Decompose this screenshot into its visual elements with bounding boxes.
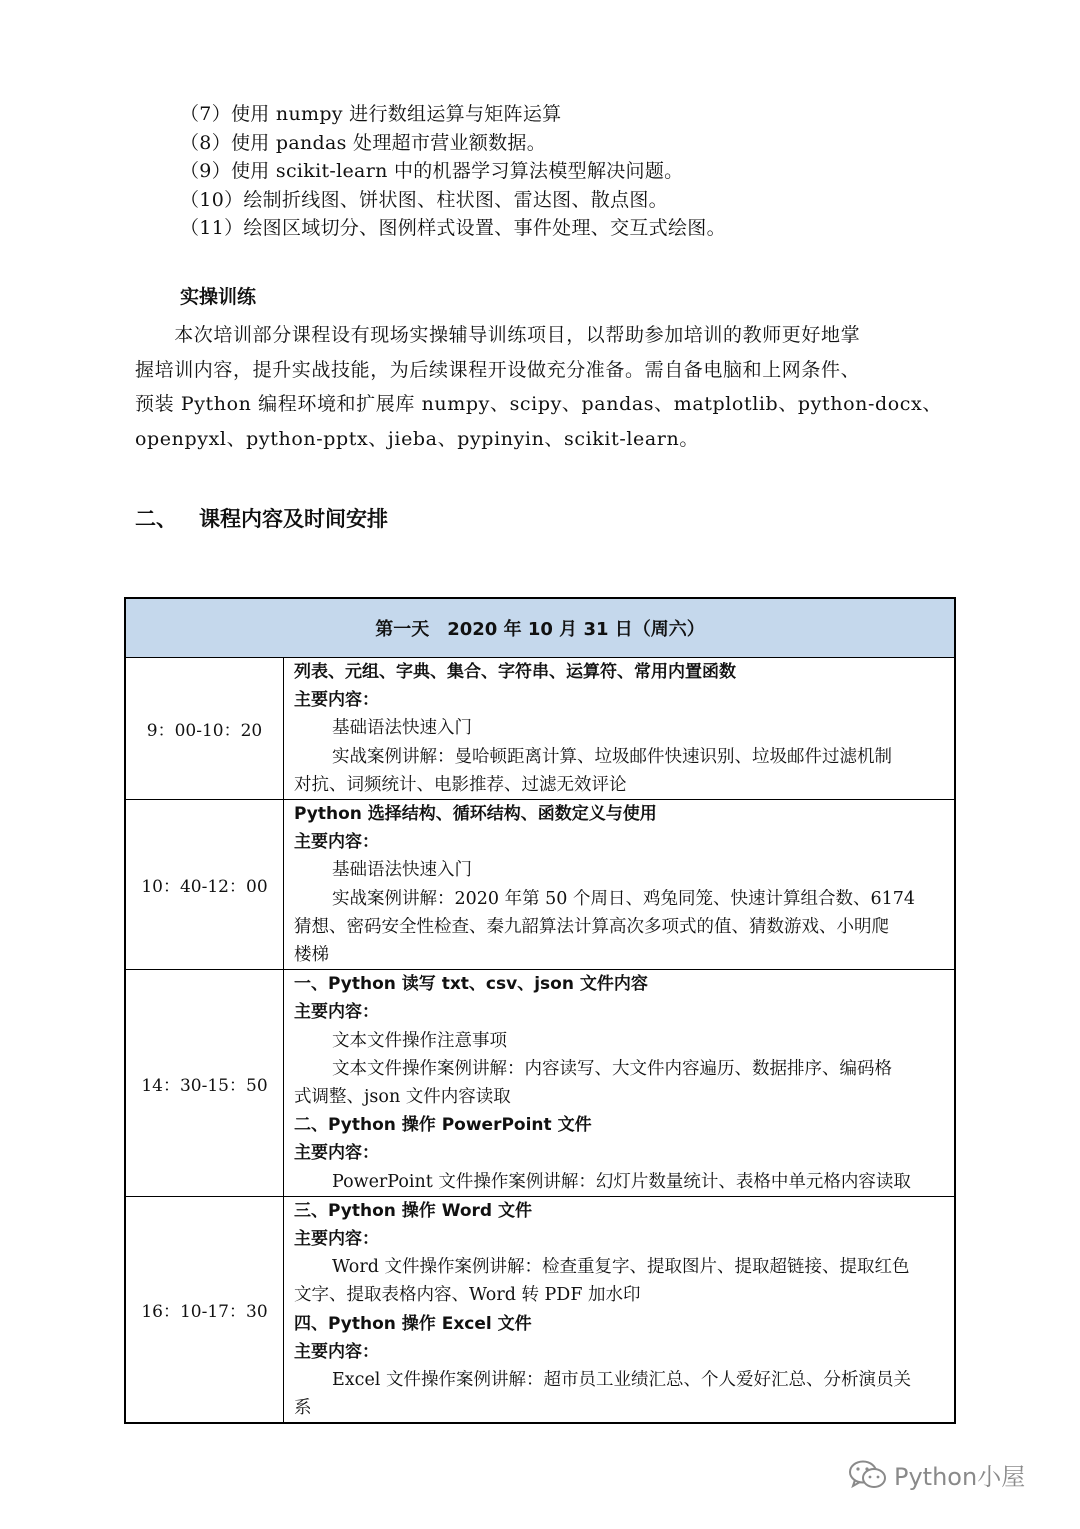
session-line: 实战案例讲解：曼哈顿距离计算、垃圾邮件快速识别、垃圾邮件过滤机制: [332, 746, 892, 767]
time-slot: 10：40-12：00: [125, 800, 284, 970]
session-line: 实战案例讲解：2020 年第 50 个周日、鸡兔同笼、快速计算组合数、6174: [332, 888, 916, 909]
schedule-row: [125, 1196, 955, 1423]
session-line: 对抗、词频统计、电影推荐、过滤无效评论: [294, 774, 627, 795]
session-heading: 主要内容：: [294, 1002, 379, 1023]
section-title: 课程内容及时间安排: [199, 507, 388, 531]
session-line: 楼梯: [294, 945, 329, 966]
schedule-row: [125, 658, 955, 800]
section-heading: [135, 503, 388, 533]
session-heading: 四、Python 操作 Excel 文件: [294, 1313, 532, 1334]
time-slot: 9：00-10：20: [125, 658, 284, 800]
session-heading: 一、Python 读写 txt、csv、json 文件内容: [294, 974, 648, 995]
session-line: 猜想、密码安全性检查、秦九韶算法计算高次多项式的值、猜数游戏、小明爬: [294, 916, 889, 937]
session-heading: 主要内容：: [294, 1341, 379, 1362]
session-line: Word 文件操作案例讲解：检查重复字、提取图片、提取超链接、提取红色: [332, 1257, 910, 1278]
session-line: 式调整、json 文件内容读取: [294, 1087, 511, 1108]
session-heading: Python 选择结构、循环结构、函数定义与使用: [294, 804, 657, 825]
course-item-list: [180, 100, 980, 243]
session-line: 基础语法快速入门: [332, 718, 472, 739]
course-item: （8）使用 pandas 处理超市营业额数据。: [180, 131, 547, 154]
schedule-row: [125, 970, 955, 1197]
session-line: PowerPoint 文件操作案例讲解：幻灯片数量统计、表格中单元格内容读取: [332, 1171, 911, 1192]
session-heading: 二、Python 操作 PowerPoint 文件: [294, 1115, 592, 1136]
session-line: 文本文件操作案例讲解：内容读写、大文件内容遍历、数据排序、编码格: [332, 1058, 892, 1079]
course-item: （9）使用 scikit-learn 中的机器学习算法模型解决问题。: [180, 160, 684, 182]
schedule-table: [124, 597, 956, 1424]
session-line: 基础语法快速入门: [332, 860, 472, 881]
session-line: 文本文件操作注意事项: [332, 1030, 507, 1051]
practice-paragraph: [135, 318, 950, 456]
course-item: （10）绘制折线图、饼状图、柱状图、雷达图、散点图。: [180, 188, 668, 211]
session-content: [284, 1196, 956, 1423]
course-item: （11）绘图区域切分、图例样式设置、事件处理、交互式绘图。: [180, 217, 726, 239]
session-heading: 主要内容：: [294, 690, 379, 711]
session-line: 文字、提取表格内容、Word 转 PDF 加水印: [294, 1285, 641, 1306]
paragraph-line: openpyxl、python-pptx、jieba、pypinyin、scikit-learn。: [135, 427, 699, 450]
session-line: Excel 文件操作案例讲解：超市员工业绩汇总、个人爱好汇总、分析演员关: [332, 1370, 911, 1391]
wechat-icon: [848, 1459, 888, 1491]
time-slot: 14：30-15：50: [125, 970, 284, 1197]
session-heading: 主要内容：: [294, 1143, 379, 1164]
course-item: （7）使用 numpy 进行数组运算与矩阵运算: [180, 103, 562, 125]
paragraph-line: 握培训内容，提升实战技能，为后续课程开设做充分准备。需自备电脑和上网条件、: [135, 358, 861, 381]
schedule-row: [125, 800, 955, 970]
time-slot: 16：10-17：30: [125, 1196, 284, 1423]
session-content: [284, 658, 956, 800]
session-heading: 主要内容：: [294, 832, 379, 853]
practice-title: 实操训练: [180, 286, 257, 308]
session-content: [284, 800, 956, 970]
section-number: 二、: [135, 507, 177, 531]
session-heading: 三、Python 操作 Word 文件: [294, 1200, 532, 1221]
session-heading: 列表、元组、字典、集合、字符串、运算符、常用内置函数: [294, 662, 736, 682]
watermark-text: Python小屋: [894, 1463, 1026, 1491]
session-content: [284, 970, 956, 1197]
day-header: 第一天 2020 年 10 月 31 日（周六）: [125, 598, 955, 658]
paragraph-line: 本次培训部分课程设有现场实操辅导训练项目，以帮助参加培训的教师更好地掌: [135, 324, 861, 346]
paragraph-line: 预装 Python 编程环境和扩展库 numpy、scipy、pandas、matplotlib、python-docx、: [135, 393, 942, 415]
session-heading: 主要内容：: [294, 1229, 379, 1250]
watermark: [848, 1457, 1025, 1492]
session-line: 系: [294, 1398, 312, 1419]
